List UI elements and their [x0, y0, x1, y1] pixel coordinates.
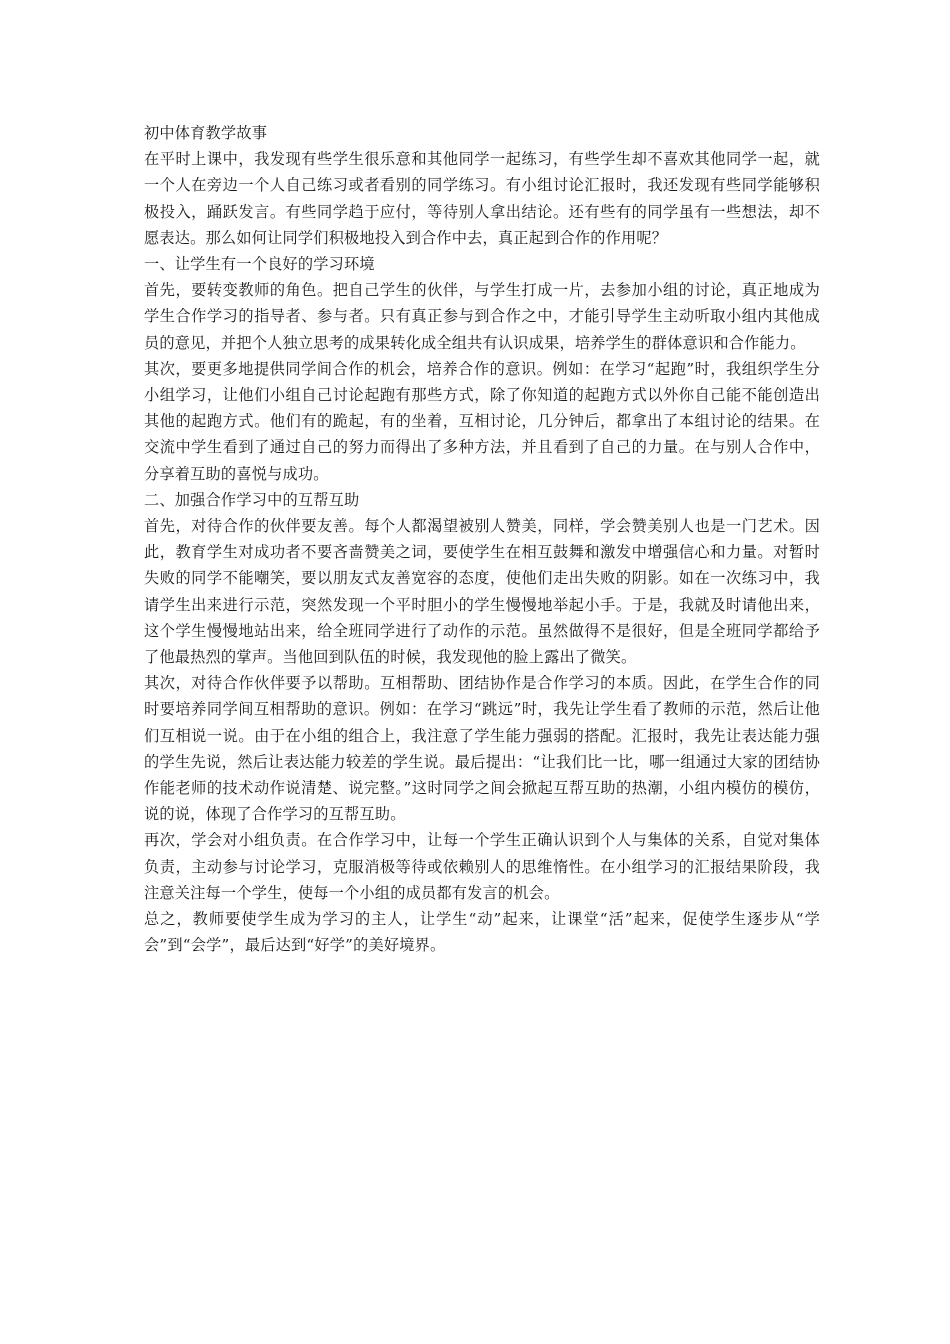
- section-heading-1: 一、让学生有一个良好的学习环境: [144, 255, 375, 274]
- section2-paragraph-2: 其次，对待合作伙伴要予以帮助。互相帮助、团结协作是合作学习的本质。因此，在学生合作的同时要培养同学间互相帮助的意识。例如：在学习“跳远”时，我先让学生看了教师的示范，然后让他们互相说一说。由于在小组的组合上，我注意了学生能力强弱的搭配。汇报时，我先让表达能力强的学生先说，然后让表达能力较差的学生说。最后提出：“让我们比一比，哪一组通过大家的团结协作能老师的技术动作说清楚、说完整。”这时同学之间会掀起互帮互助的热潮，小组内模仿的模仿，说的说，体现了合作学习的互帮互助。: [144, 674, 820, 824]
- section2-paragraph-1: 首先，对待合作的伙伴要友善。每个人都渴望被别人赞美，同样，学会赞美别人也是一门艺术。因此，教育学生对成功者不要吝啬赞美之词，要使学生在相互鼓舞和激发中增强信心和力量。对暂时失败的同学不能嘲笑，要以朋友式友善宽容的态度，使他们走出失败的阴影。如在一次练习中，我请学生出来进行示范，突然发现一个平时胆小的学生慢慢地举起小手。于是，我就及时请他出来，这个学生慢慢地站出来，给全班同学进行了动作的示范。虽然做得不是很好，但是全班同学都给予了他最热烈的掌声。当他回到队伍的时候，我发现他的脸上露出了微笑。: [144, 517, 820, 667]
- section1-paragraph-1: 首先，要转变教师的角色。把自己学生的伙伴，与学生打成一片，去参加小组的讨论，真正地成为学生合作学习的指导者、参与者。只有真正参与到合作之中，才能引导学生主动听取小组内其他成员的意见，并把个人独立思考的成果转化成全组共有认识成果，培养学生的群体意识和合作能力。: [144, 281, 820, 352]
- conclusion-paragraph: 总之，教师要使学生成为学习的主人，让学生“动”起来，让课堂“活”起来，促使学生逐步从“学会”到“会学”，最后达到“好学”的美好境界。: [144, 910, 820, 955]
- document-title: 初中体育教学故事: [144, 124, 268, 142]
- intro-paragraph: 在平时上课中，我发现有些学生很乐意和其他同学一起练习，有些学生却不喜欢其他同学一起，就一个人在旁边一个人自己练习或者看别的同学练习。有小组讨论汇报时，我还发现有些同学能够积极投入，踊跃发言。有些同学趋于应付，等待别人拿出结论。还有些有的同学虽有一些想法，却不愿表达。那么如何让同学们积极地投入到合作中去，真正起到合作的作用呢？: [144, 150, 820, 247]
- section-heading-2: 二、加强合作学习中的互帮互助: [144, 490, 360, 509]
- document-body: [144, 120, 820, 959]
- section2-paragraph-3: 再次，学会对小组负责。在合作学习中，让每一个学生正确认识到个人与集体的关系，自觉对集体负责，主动参与讨论学习，克服消极等待或依赖别人的思维惰性。在小组学习的汇报结果阶段，我注意关注每一个学生，使每一个小组的成员都有发言的机会。: [144, 831, 820, 902]
- section1-paragraph-2: 其次，要更多地提供同学间合作的机会，培养合作的意识。例如：在学习“起跑”时，我组织学生分小组学习，让他们小组自己讨论起跑有那些方式，除了你知道的起跑方式以外你自己能不能创造出其他的起跑方式。他们有的跪起，有的坐着，互相讨论，几分钟后，都拿出了本组讨论的结果。在交流中学生看到了通过自己的努力而得出了多种方法，并且看到了自己的力量。在与别人合作中，分享着互助的喜悦与成功。: [144, 359, 820, 483]
